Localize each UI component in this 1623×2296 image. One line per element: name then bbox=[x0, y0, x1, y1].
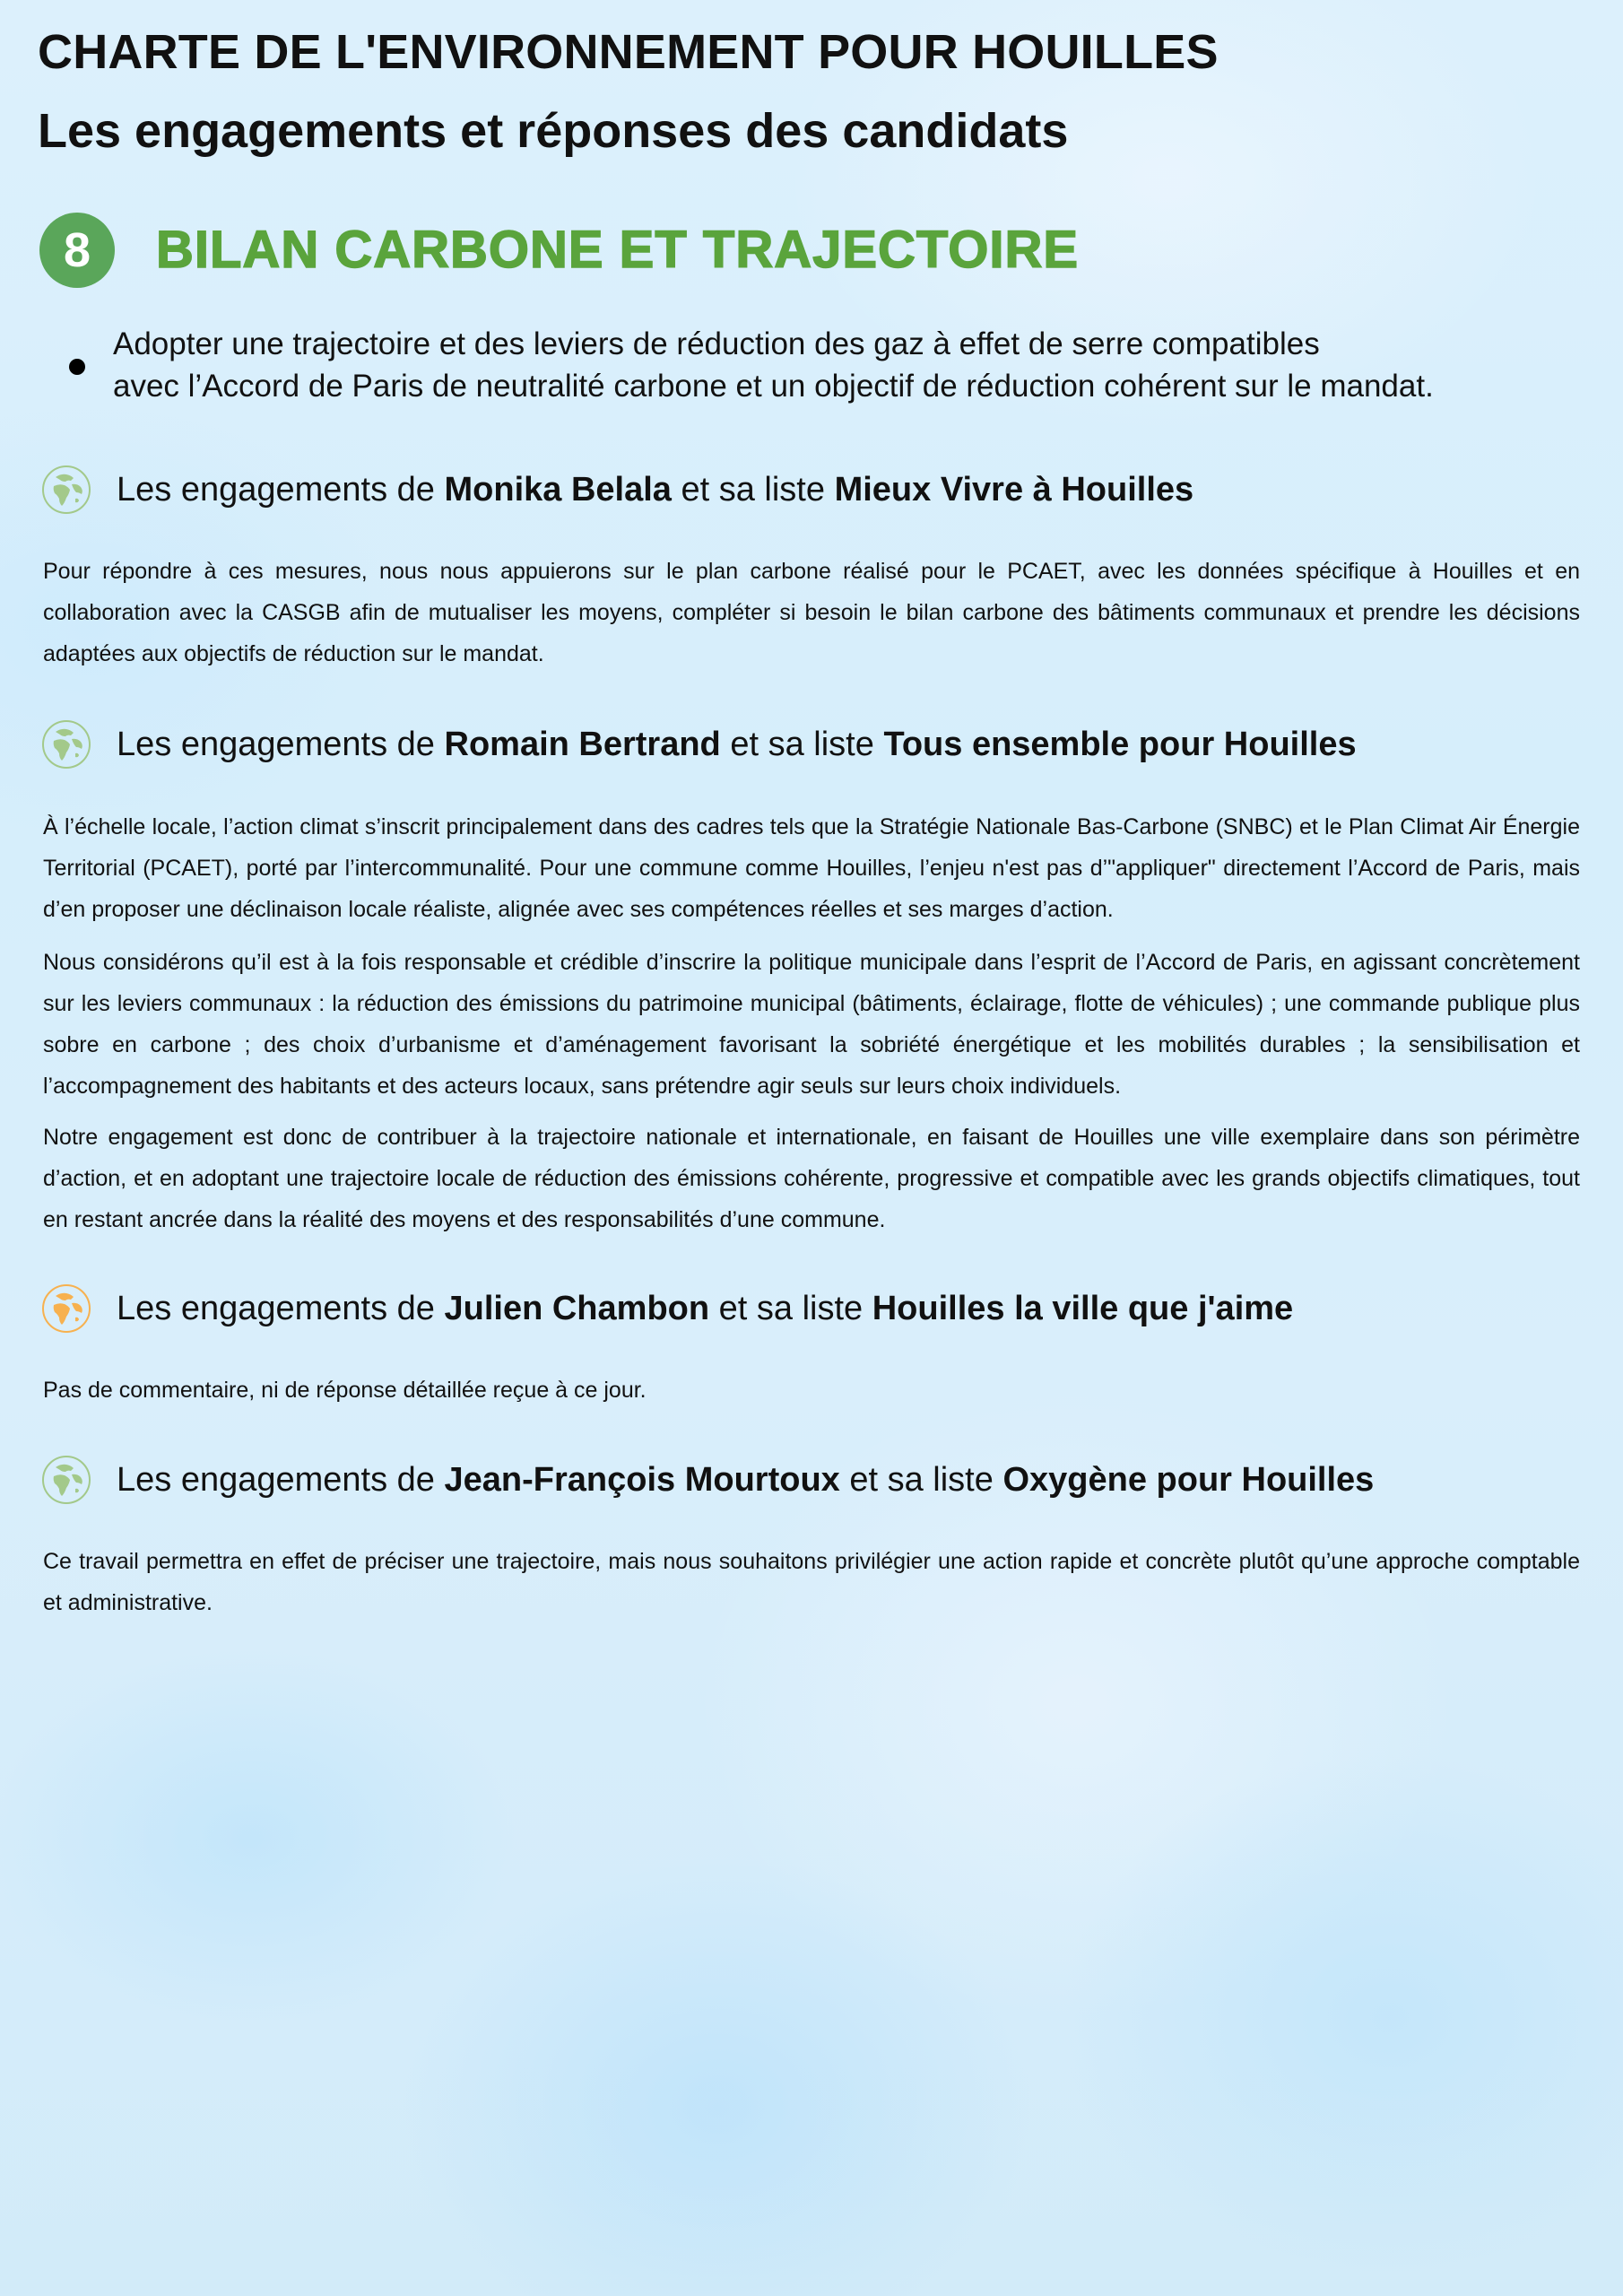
candidate-heading-text bbox=[117, 1457, 1374, 1502]
candidate-name: Monika Belala bbox=[444, 471, 672, 509]
measure-line-1: Adopter une trajectoire et des leviers de réduction des gaz à effet de serre compatibles bbox=[113, 326, 1320, 361]
globe-icon bbox=[41, 1455, 91, 1505]
section-number-badge: 8 bbox=[39, 213, 115, 288]
heading-prefix: Les engagements de bbox=[117, 471, 435, 509]
candidate-response-paragraph: Ce travail permettra en effet de préciser une trajectoire, mais nous souhaitons privilégier une action rapide et concrète plutôt qu’une approche comptable et administrative. bbox=[43, 1549, 1580, 1615]
candidate-response-paragraph: Pour répondre à ces mesures, nous nous appuierons sur le plan carbone réalisé pour le PCAET, avec les données spécifique à Houilles et en collaboration avec la CASGB afin de mutualiser les moyens, compléter si besoin le bilan carbone des bâtiments communaux et prendre les décisions adaptées aux objectifs de réduction sur le mandat. bbox=[43, 559, 1580, 666]
heading-prefix: Les engagements de bbox=[117, 726, 435, 763]
candidate-name: Romain Bertrand bbox=[444, 726, 721, 763]
heading-prefix: Les engagements de bbox=[117, 1290, 435, 1327]
candidate-name: Jean-François Mourtoux bbox=[444, 1461, 840, 1499]
candidate-heading-chambon bbox=[41, 1280, 1601, 1337]
candidate-name: Julien Chambon bbox=[444, 1290, 710, 1327]
document-title: CHARTE DE L'ENVIRONNEMENT POUR HOUILLES bbox=[38, 25, 1219, 79]
globe-icon bbox=[41, 1283, 91, 1334]
candidate-response-paragraph: À l’échelle locale, l’action climat s’inscrit principalement dans des cadres tels que la Stratégie Nationale Bas-Carbone (SNBC) et le Plan Climat Air Énergie Territorial (PCAET), porté par l’intercommunalité. Pour une commune comme Houilles, l’enjeu n'est pas d’"appliquer" directement l’Accord de Paris, mais d’en proposer une déclinaison locale réaliste, alignée avec ses compétences réelles et ses marges d’action. bbox=[43, 814, 1580, 922]
candidate-response-paragraph: Nous considérons qu’il est à la fois responsable et crédible d’inscrire la politique municipale dans l’esprit de l’Accord de Paris, en agissant concrètement sur les leviers communaux : la réduction des émissions du patrimoine municipal (bâtiments, éclairage, flotte de véhicules) ; une commande publique plus sobre en carbone ; des choix d’urbanisme et d’aménagement favorisant la sobriété énergétique et les mobilités durables ; la sensibilisation et l’accompagnement des habitants et des acteurs locaux, sans prétendre agir seuls sur leurs choix individuels. bbox=[43, 950, 1580, 1099]
globe-icon bbox=[41, 465, 91, 515]
candidate-heading-mourtoux bbox=[41, 1451, 1601, 1509]
heading-prefix: Les engagements de bbox=[117, 1461, 435, 1499]
section-title: BILAN CARBONE ET TRAJECTOIRE bbox=[156, 221, 1080, 279]
candidate-response-paragraph: Notre engagement est donc de contribuer à la trajectoire nationale et internationale, en faisant de Houilles une ville exemplaire dans son périmètre d’action, et en adoptant une trajectoire locale de réduction des émissions cohérente, progressive et compatible avec les grands objectifs climatiques, tout en restant ancrée dans la réalité des moyens et des responsabilités d’une commune. bbox=[43, 1125, 1580, 1232]
measure-text bbox=[113, 323, 1584, 407]
heading-middle: et sa liste bbox=[730, 726, 874, 763]
globe-icon bbox=[41, 719, 91, 770]
heading-middle: et sa liste bbox=[681, 471, 826, 509]
document-subtitle: Les engagements et réponses des candidats bbox=[38, 104, 1069, 158]
measure-line-2: avec l’Accord de Paris de neutralité carbone et un objectif de réduction cohérent sur le mandat. bbox=[113, 369, 1434, 404]
candidate-heading-text bbox=[117, 467, 1193, 512]
bullet-icon bbox=[69, 359, 85, 375]
candidate-heading-text bbox=[117, 1286, 1293, 1331]
candidate-response-paragraph: Pas de commentaire, ni de réponse détaillée reçue à ce jour. bbox=[43, 1378, 647, 1403]
candidate-list-name: Houilles la ville que j'aime bbox=[872, 1290, 1294, 1327]
heading-middle: et sa liste bbox=[718, 1290, 864, 1327]
candidate-list-name: Mieux Vivre à Houilles bbox=[834, 471, 1194, 509]
candidate-heading-bertrand bbox=[41, 716, 1601, 773]
candidate-heading-text bbox=[117, 722, 1357, 767]
candidate-list-name: Oxygène pour Houilles bbox=[1002, 1461, 1375, 1499]
candidate-heading-belala bbox=[41, 461, 1601, 518]
heading-middle: et sa liste bbox=[849, 1461, 994, 1499]
candidate-list-name: Tous ensemble pour Houilles bbox=[883, 726, 1357, 763]
